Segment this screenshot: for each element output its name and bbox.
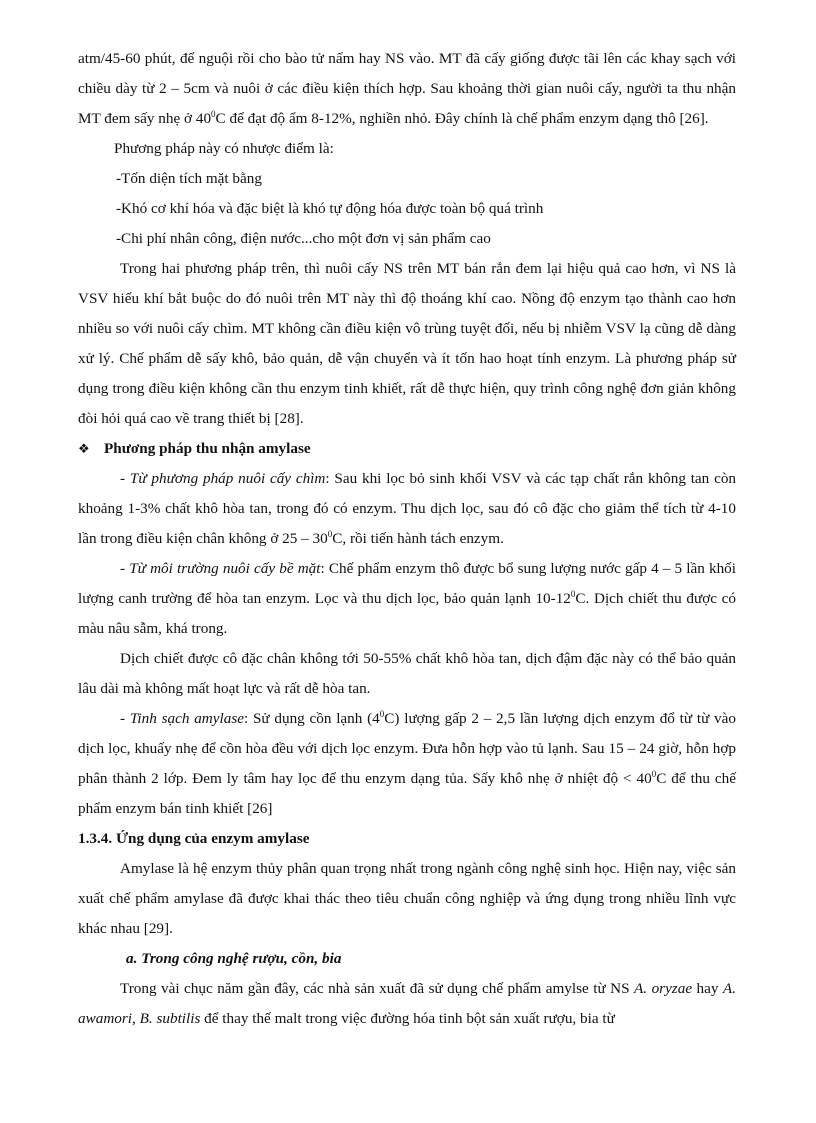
document-page <box>78 44 736 1034</box>
method-surface: - Từ môi trường nuôi cấy bề mặt: Chế phẩm enzym thô được bổ sung lượng nước gấp 4 – 5 lần khối lượng canh trường để hòa tan enzym. Lọc và thu dịch lọc, bảo quản lạnh $10-12^0C$. Dịch chiết thu được có màu nâu sẫm, khá trong. <box>78 560 736 637</box>
bullet-heading: ❖ Phương pháp thu nhận amylase <box>78 434 736 464</box>
section-heading: 1.3.4. Ứng dụng của enzym amylase <box>78 830 310 847</box>
method-submerged: - Từ phương pháp nuôi cấy chìm: Sau khi lọc bỏ sinh khối VSV và các tạp chất rắn không tan còn khoảng 1-3% chất khô hòa tan, trong đó có enzym. Thu dịch lọc, sau đó cô đặc cho giảm thể tích từ 4-10 lần trong điều kiện chân không ở $25 - 30^0C$, rồi tiến hành tách enzym. <box>78 470 737 547</box>
drawback-item: -Chi phí nhân công, điện nước...cho một đơn vị sản phẩm cao <box>116 230 491 247</box>
paragraph-concentration: Dịch chiết được cô đặc chân không tới 50-55% chất khô hòa tan, dịch đậm đặc này có thể bảo quản lâu dài mà không mất hoạt lực và rất dễ hòa tan. <box>78 650 736 697</box>
drawback-item: -Khó cơ khí hóa và đặc biệt là khó tự động hóa được toàn bộ quá trình <box>116 200 544 217</box>
paragraph-brewing: Trong vài chục năm gần đây, các nhà sản xuất đã sử dụng chế phẩm amylse từ NS A. oryzae hay A. awamori, B. subtilis để thay thế malt trong việc đường hóa tinh bột sản xuất rượu, bia từ <box>78 980 736 1027</box>
paragraph-drawbacks-intro: Phương pháp này có nhược điểm là: <box>114 140 334 157</box>
paragraph-applications: Amylase là hệ enzym thủy phân quan trọng nhất trong ngành công nghệ sinh học. Hiện nay, việc sản xuất chế phẩm amylase đã được khai thác theo tiêu chuẩn công nghiệp và ứng dụng trong nhiều lĩnh vực khác nhau [29]. <box>78 860 736 937</box>
method-purification: - Tinh sạch amylase: Sử dụng cồn lạnh $(4^0C)$ lượng gấp 2 – 2,5 lần lượng dịch enzym đổ từ từ vào dịch lọc, khuấy nhẹ để cồn hòa đều với dịch lọc enzym. Đưa hỗn hợp vào tủ lạnh. Sau 15 – 24 giờ, hỗn hợp phân thành 2 lớp. Đem ly tâm hay lọc để thu enzym dạng tủa. Sấy khô nhẹ ở nhiệt độ < $40^0C$ để thu chế phẩm enzym bán tinh khiết [26] <box>78 708 736 817</box>
paragraph-comparison: Trong hai phương pháp trên, thì nuôi cấy NS trên MT bán rắn đem lại hiệu quả cao hơn, vì NS là VSV hiếu khí bắt buộc do đó nuôi trên MT này thì độ thoáng khí cao. Nồng độ enzym tạo thành cao hơn nhiều so với nuôi cấy chìm. MT không cần điều kiện vô trùng tuyệt đối, nếu bị nhiễm VSV lạ cũng dễ dàng xử lý. Chế phẩm dễ sấy khô, bảo quản, dễ vận chuyển và ít tốn hao hoạt tính enzym. Là phương pháp sử dụng trong điều kiện không cần thu enzym tinh khiết, rất dễ thực hiện, quy trình công nghệ đơn giản không đòi hỏi quá cao về trang thiết bị [28]. <box>78 260 736 427</box>
drawback-item: -Tốn diện tích mặt bằng <box>116 170 262 187</box>
subsection-heading: a. Trong công nghệ rượu, cồn, bia <box>126 950 342 967</box>
diamond-bullet-icon: ❖ <box>78 441 90 456</box>
paragraph-solid-culture: atm/45-60 phút, để nguội rồi cho bào tử nấm hay NS vào. MT đã cấy giống được tãi lên các khay sạch với chiều dày từ 2 – 5cm và nuôi ở các điều kiện thích hợp. Sau khoảng thời gian nuôi cấy, người ta thu nhận MT đem sấy nhẹ ở $40^0C$ để đạt độ ẩm 8-12%, nghiền nhỏ. Đây chính là chế phẩm enzym dạng thô [26]. <box>78 50 736 127</box>
